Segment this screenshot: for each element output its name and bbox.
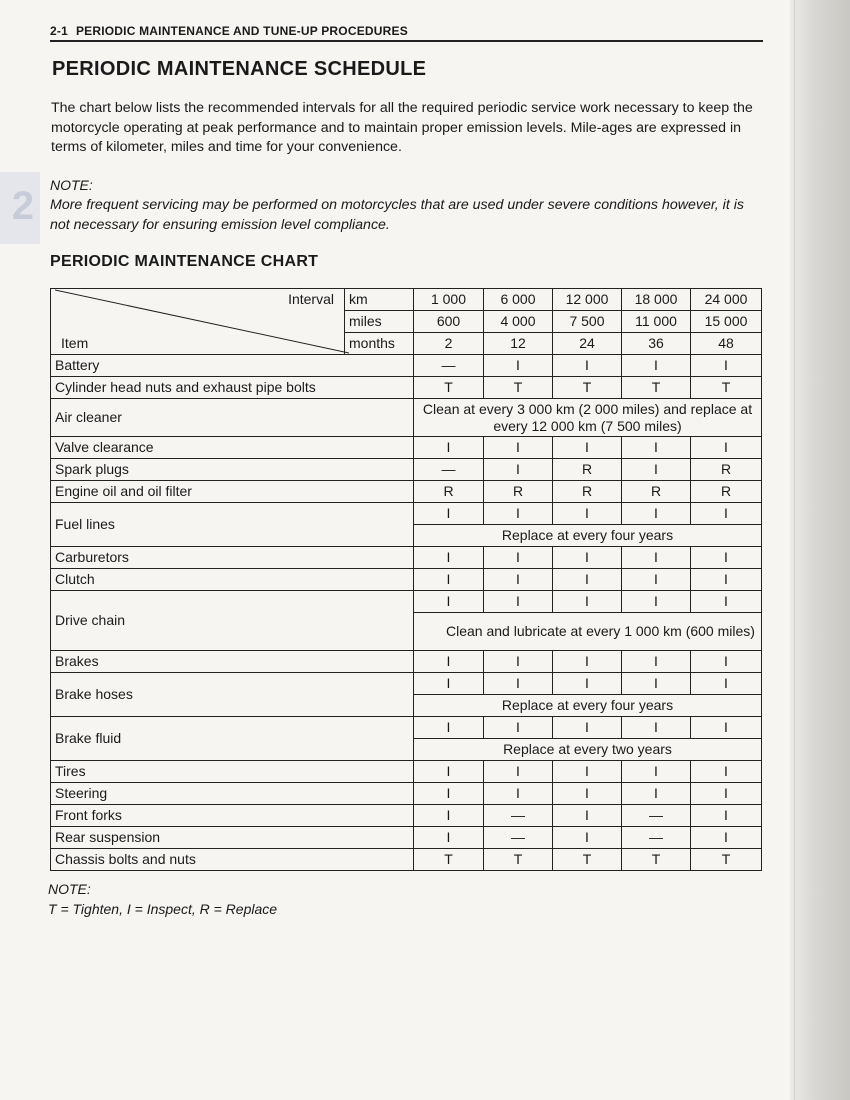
- table-row: [51, 377, 762, 399]
- item-name: Engine oil and oil filter: [51, 481, 414, 503]
- item-name: Spark plugs: [51, 459, 414, 481]
- value-cell: I: [414, 783, 484, 805]
- value-cell: I: [484, 591, 553, 613]
- interval-note: Clean at every 3 000 km (2 000 miles) and replace at every 12 000 km (7 500 miles): [414, 399, 762, 437]
- value-cell: I: [553, 827, 622, 849]
- intro-paragraph: The chart below lists the recommended intervals for all the required periodic service work necessary to keep the motorcycle operating at peak performance and to maintain proper emission levels. Mile-ages are expressed in terms of kilometer, miles and time for your convenience.: [51, 100, 753, 155]
- value-cell: I: [691, 805, 762, 827]
- value-cell: T: [622, 849, 691, 871]
- page-edge-shadow: [790, 0, 850, 1100]
- value-cell: T: [414, 377, 484, 399]
- value-cell: —: [484, 805, 553, 827]
- item-name: Rear suspension: [51, 827, 414, 849]
- value-cell: R: [553, 481, 622, 503]
- value-cell: I: [414, 805, 484, 827]
- months-cell: 24: [553, 333, 622, 355]
- value-cell: I: [691, 761, 762, 783]
- km-cell: 12 000: [553, 289, 622, 311]
- miles-cell: 15 000: [691, 311, 762, 333]
- value-cell: I: [414, 547, 484, 569]
- value-cell: I: [553, 717, 622, 739]
- value-cell: I: [691, 355, 762, 377]
- value-cell: I: [414, 437, 484, 459]
- value-cell: R: [622, 481, 691, 503]
- value-cell: I: [484, 459, 553, 481]
- interval-note: Replace at every two years: [414, 739, 762, 761]
- value-cell: I: [484, 503, 553, 525]
- item-name: Fuel lines: [51, 503, 414, 547]
- value-cell: I: [691, 651, 762, 673]
- page-number: 2-1: [50, 24, 68, 38]
- legend-text: T = Tighten, I = Inspect, R = Replace: [48, 901, 278, 917]
- value-cell: I: [691, 717, 762, 739]
- header-corner-cell: [51, 289, 345, 355]
- interval-label: Interval: [288, 291, 334, 307]
- months-cell: 2: [414, 333, 484, 355]
- table-row: [51, 481, 762, 503]
- km-cell: 24 000: [691, 289, 762, 311]
- section-title: PERIODIC MAINTENANCE AND TUNE-UP PROCEDURES: [75, 24, 408, 38]
- item-name: Front forks: [51, 805, 414, 827]
- value-cell: I: [553, 805, 622, 827]
- table-row: [51, 547, 762, 569]
- value-cell: I: [414, 569, 484, 591]
- table-row: [51, 651, 762, 673]
- miles-cell: 600: [414, 311, 484, 333]
- value-cell: I: [553, 591, 622, 613]
- value-cell: I: [691, 591, 762, 613]
- value-cell: T: [622, 377, 691, 399]
- value-cell: I: [622, 569, 691, 591]
- value-cell: —: [414, 355, 484, 377]
- note-text: More frequent servicing may be performed on motorcycles that are used under severe conditions however, it is not necessary for ensuring emission level compliance.: [50, 197, 744, 233]
- value-cell: I: [484, 673, 553, 695]
- item-name: Clutch: [51, 569, 414, 591]
- value-cell: I: [622, 591, 691, 613]
- km-cell: 18 000: [622, 289, 691, 311]
- value-cell: I: [484, 717, 553, 739]
- table-row: [51, 761, 762, 783]
- item-name: Steering: [51, 783, 414, 805]
- value-cell: R: [484, 481, 553, 503]
- value-cell: I: [622, 783, 691, 805]
- value-cell: I: [414, 761, 484, 783]
- value-cell: I: [484, 651, 553, 673]
- maintenance-chart: [50, 288, 762, 871]
- item-name: Valve clearance: [51, 437, 414, 459]
- item-name: Brake hoses: [51, 673, 414, 717]
- item-name: Battery: [51, 355, 414, 377]
- value-cell: I: [622, 503, 691, 525]
- interval-note: Clean and lubricate at every 1 000 km (600 miles): [414, 613, 762, 651]
- value-cell: I: [414, 673, 484, 695]
- unit-km: km: [345, 289, 414, 311]
- value-cell: R: [414, 481, 484, 503]
- value-cell: R: [691, 459, 762, 481]
- item-name: Tires: [51, 761, 414, 783]
- value-cell: R: [691, 481, 762, 503]
- value-cell: I: [553, 569, 622, 591]
- value-cell: I: [414, 503, 484, 525]
- value-cell: T: [414, 849, 484, 871]
- table-row: [51, 437, 762, 459]
- note-label: NOTE:: [50, 177, 93, 193]
- value-cell: I: [553, 651, 622, 673]
- item-name: Drive chain: [51, 591, 414, 651]
- table-row: [51, 673, 762, 695]
- section-tab: [0, 172, 40, 244]
- item-name: Cylinder head nuts and exhaust pipe bolts: [51, 377, 414, 399]
- value-cell: I: [553, 673, 622, 695]
- value-cell: I: [622, 437, 691, 459]
- value-cell: T: [484, 377, 553, 399]
- unit-miles: miles: [345, 311, 414, 333]
- value-cell: I: [622, 717, 691, 739]
- value-cell: I: [484, 569, 553, 591]
- miles-cell: 7 500: [553, 311, 622, 333]
- value-cell: I: [484, 547, 553, 569]
- table-row: [51, 503, 762, 525]
- value-cell: —: [622, 805, 691, 827]
- item-name: Chassis bolts and nuts: [51, 849, 414, 871]
- value-cell: I: [691, 569, 762, 591]
- value-cell: I: [622, 651, 691, 673]
- months-cell: 48: [691, 333, 762, 355]
- table-row: [51, 827, 762, 849]
- section-tab-number: 2: [11, 184, 34, 228]
- value-cell: —: [622, 827, 691, 849]
- table-row: [51, 399, 762, 437]
- value-cell: I: [414, 591, 484, 613]
- value-cell: T: [691, 377, 762, 399]
- item-label: Item: [61, 335, 89, 351]
- table-row: [51, 569, 762, 591]
- miles-cell: 11 000: [622, 311, 691, 333]
- value-cell: I: [553, 761, 622, 783]
- page-fold-line: [794, 0, 795, 1100]
- item-name: Air cleaner: [51, 399, 414, 437]
- months-cell: 36: [622, 333, 691, 355]
- value-cell: I: [484, 355, 553, 377]
- table-row: [51, 783, 762, 805]
- value-cell: I: [622, 673, 691, 695]
- chart-title: PERIODIC MAINTENANCE CHART: [50, 253, 319, 270]
- table-row: [51, 355, 762, 377]
- value-cell: I: [622, 355, 691, 377]
- table-row: [51, 805, 762, 827]
- value-cell: I: [484, 761, 553, 783]
- value-cell: I: [691, 827, 762, 849]
- km-cell: 6 000: [484, 289, 553, 311]
- table-row: [51, 849, 762, 871]
- value-cell: I: [553, 355, 622, 377]
- value-cell: I: [622, 547, 691, 569]
- value-cell: T: [553, 849, 622, 871]
- value-cell: I: [553, 783, 622, 805]
- value-cell: T: [484, 849, 553, 871]
- km-cell: 1 000: [414, 289, 484, 311]
- value-cell: I: [414, 717, 484, 739]
- interval-note: Replace at every four years: [414, 695, 762, 717]
- page-title: PERIODIC MAINTENANCE SCHEDULE: [52, 58, 427, 80]
- table-row: [51, 591, 762, 613]
- value-cell: I: [691, 673, 762, 695]
- table-row: [51, 289, 762, 311]
- value-cell: I: [414, 651, 484, 673]
- value-cell: —: [414, 459, 484, 481]
- value-cell: I: [553, 437, 622, 459]
- interval-note: Replace at every four years: [414, 525, 762, 547]
- table-row: [51, 717, 762, 739]
- value-cell: —: [484, 827, 553, 849]
- value-cell: I: [691, 503, 762, 525]
- miles-cell: 4 000: [484, 311, 553, 333]
- value-cell: I: [691, 783, 762, 805]
- value-cell: I: [691, 547, 762, 569]
- value-cell: I: [622, 459, 691, 481]
- item-name: Brake fluid: [51, 717, 414, 761]
- value-cell: I: [484, 437, 553, 459]
- running-header: [50, 24, 763, 42]
- value-cell: I: [484, 783, 553, 805]
- value-cell: I: [622, 761, 691, 783]
- value-cell: T: [691, 849, 762, 871]
- value-cell: I: [691, 437, 762, 459]
- value-cell: I: [414, 827, 484, 849]
- value-cell: R: [553, 459, 622, 481]
- item-name: Brakes: [51, 651, 414, 673]
- value-cell: T: [553, 377, 622, 399]
- value-cell: I: [553, 547, 622, 569]
- table-row: [51, 459, 762, 481]
- legend-note-label: NOTE:: [48, 881, 91, 897]
- months-cell: 12: [484, 333, 553, 355]
- item-name: Carburetors: [51, 547, 414, 569]
- value-cell: I: [553, 503, 622, 525]
- unit-months: months: [345, 333, 414, 355]
